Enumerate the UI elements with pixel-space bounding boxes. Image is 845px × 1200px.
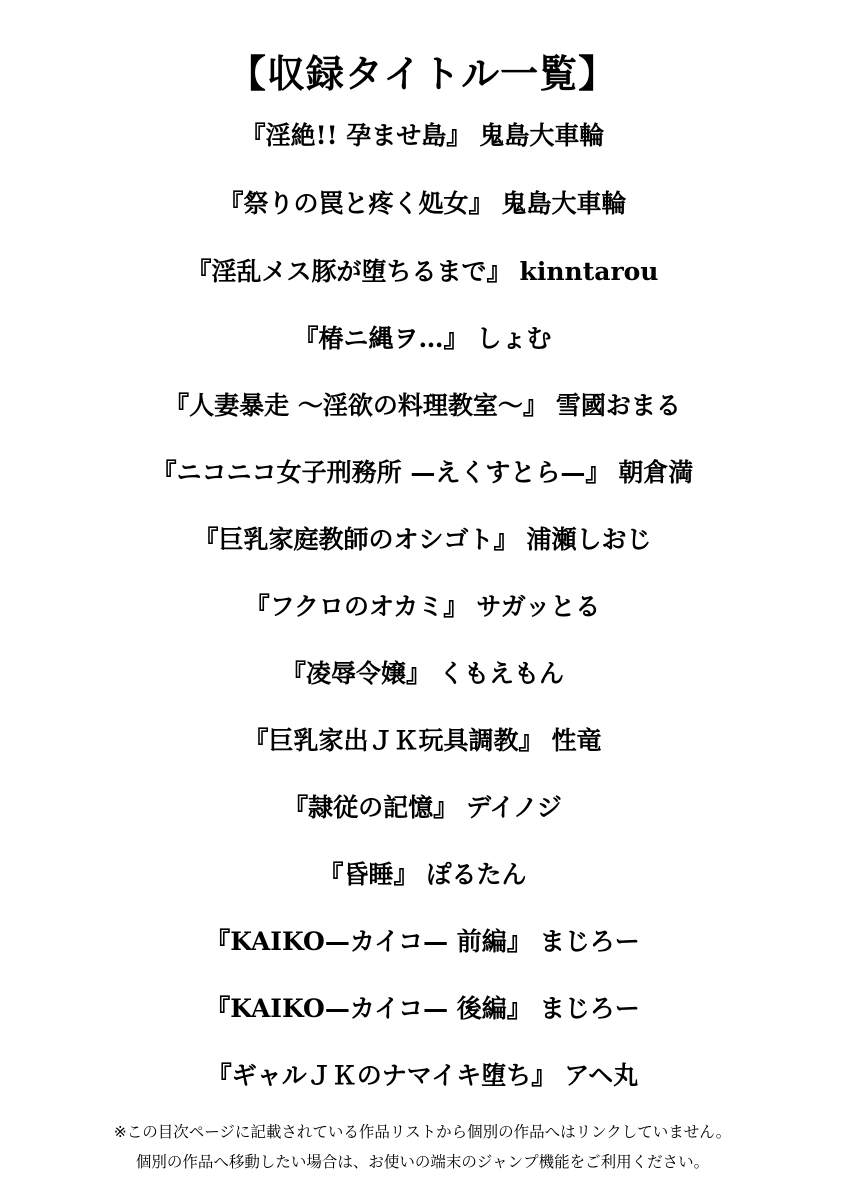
author-name: まじろー [539, 927, 640, 956]
work-title: 『KAIKO—カイコ— 後編』 [205, 994, 532, 1023]
author-name: デイノジ [466, 793, 562, 822]
author-name: サガッとる [476, 592, 601, 621]
footnote: 個別の作品へ移動したい場合は、お使いの端末のジャンプ機能をご利用ください。 [135, 1153, 710, 1171]
author-name: kinntarou [519, 257, 659, 286]
work-title: 『人妻暴走 〜淫欲の料理教室〜』 [164, 391, 548, 420]
list-item [0, 855, 845, 895]
author-name: 浦瀬しおじ [526, 525, 652, 554]
list-item [0, 1056, 845, 1096]
list-item [0, 654, 845, 694]
list-item [0, 520, 845, 560]
work-title: 『椿ニ縄ヲ…』 [293, 324, 469, 353]
list-item [0, 116, 845, 156]
author-name: 性竜 [551, 726, 602, 755]
author-name: しょむ [476, 324, 552, 353]
list-item [0, 788, 845, 828]
list-item [0, 319, 845, 359]
work-title: 『巨乳家出ＪＫ玩具調教』 [243, 726, 544, 755]
work-title: 『巨乳家庭教師のオシゴト』 [193, 525, 519, 554]
list-item [0, 989, 845, 1029]
work-title: 『ニコニコ女子刑務所 —えくすとら—』 [151, 458, 611, 487]
page-title: 【収録タイトル一覧】 [227, 51, 618, 96]
work-title: 『淫乱メス豚が堕ちるまで』 [186, 257, 512, 286]
author-name: くもえもん [439, 659, 565, 688]
work-title: 『祭りの罠と疼く処女』 [218, 189, 494, 218]
author-name: アヘ丸 [564, 1061, 639, 1090]
author-name: 鬼島大車輪 [501, 189, 627, 218]
work-title: 『KAIKO—カイコ— 前編』 [205, 927, 532, 956]
list-item [0, 922, 845, 962]
author-name: まじろー [539, 994, 640, 1023]
work-title: 『凌辱令嬢』 [280, 659, 431, 688]
list-item [0, 252, 845, 292]
author-name: 朝倉満 [618, 458, 694, 487]
footnote: ※この目次ページに記載されている作品リストから個別の作品へはリンクしていません。 [113, 1123, 732, 1141]
list-item [0, 721, 845, 761]
work-title: 『ギャルＪＫのナマイキ堕ち』 [206, 1061, 557, 1090]
work-title: 『昏睡』 [318, 860, 419, 889]
list-item [0, 184, 845, 224]
list-item [0, 386, 845, 426]
work-title: 『フクロのオカミ』 [244, 592, 469, 621]
list-item [0, 587, 845, 627]
list-item [0, 453, 845, 493]
author-name: ぽるたん [426, 860, 527, 889]
author-name: 鬼島大車輪 [479, 121, 605, 150]
author-name: 雪國おまる [555, 391, 681, 420]
work-title: 『淫絶!! 孕ませ島』 [240, 121, 472, 150]
work-title: 『隷従の記憶』 [283, 793, 459, 822]
